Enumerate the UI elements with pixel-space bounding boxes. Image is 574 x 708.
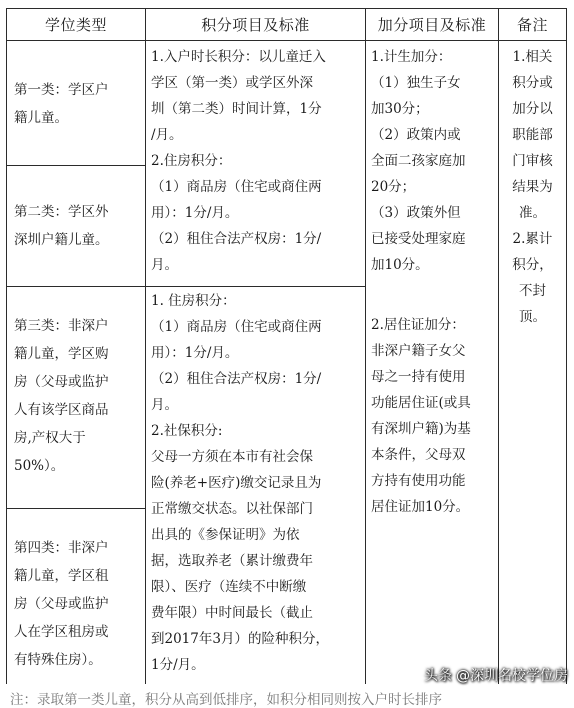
score-line: 父母一方须在本市有社会保 <box>151 449 313 465</box>
note-line: 1.相关 <box>512 49 553 65</box>
category-4-line: 人在学区租房或 <box>14 624 109 640</box>
score-line: 到2017年3月）的险种积分， <box>151 631 329 647</box>
scores-category-3-4-cell <box>151 288 363 678</box>
watermark-brand: 头条 <box>424 668 452 684</box>
header-notes: 备注 <box>516 16 548 34</box>
score-line: （1）商品房（住宅或商住两 <box>151 319 322 335</box>
footer-cutoff-text <box>0 684 574 708</box>
bonus-line: 已接受处理家庭 <box>371 231 466 247</box>
grid-line <box>145 8 146 684</box>
category-1-line: 籍儿童。 <box>14 110 68 126</box>
score-line: 险(养老+医疗)缴交记录且为 <box>151 475 322 491</box>
score-line: 1分/月。 <box>151 657 205 673</box>
bonus-line: 母之一持有使用 <box>371 369 466 385</box>
category-3-line: 人有该学区商品 <box>14 402 109 418</box>
score-line: 用）：1分/月。 <box>151 205 239 221</box>
score-line: 月。 <box>151 257 178 273</box>
note-line: 积分或 <box>512 75 553 91</box>
bonus-line: 有深圳户籍)为基 <box>371 421 471 437</box>
score-line: 费年限）中时间最长（截止 <box>151 605 313 621</box>
bonus-line: 本条件，父母双 <box>371 447 466 463</box>
score-line: 月。 <box>151 397 178 413</box>
category-2-line: 第二类：学区外 <box>14 204 109 220</box>
category-3-line: 房,产权大于 <box>14 430 86 446</box>
category-4-line: 籍儿童，学区租 <box>14 568 109 584</box>
note-line: 门审核 <box>512 153 553 169</box>
bonus-line: 加10分。 <box>371 257 429 273</box>
bonus-line: 功能居住证(或具 <box>371 395 471 411</box>
note-line: 积分， <box>512 257 553 273</box>
category-4-cell <box>14 534 144 674</box>
bonus-items-cell <box>371 44 497 520</box>
watermark-handle: @深圳名校学位房 <box>456 668 568 684</box>
category-4-line: 房（父母或监护 <box>14 596 109 612</box>
bonus-line: 加30分； <box>371 101 429 117</box>
score-line: 限）、医疗（连续不中断缴 <box>151 579 307 595</box>
note-line: 加分以 <box>512 101 553 117</box>
bonus-line: 非深户籍子女父 <box>371 343 466 359</box>
scores-category-1-2-cell <box>151 44 363 278</box>
header-degree-type: 学位类型 <box>44 16 107 34</box>
bonus-spacer <box>371 278 497 312</box>
score-line: 1.入户时长积分：以儿童迁入 <box>151 49 326 65</box>
grid-line <box>6 40 567 41</box>
category-3-cell <box>14 312 144 480</box>
score-line: 1. 住房积分： <box>151 293 236 309</box>
bonus-line: 方持有使用功能 <box>371 473 466 489</box>
note-line: 不封 <box>519 283 546 299</box>
score-line: （2）租住合法产权房：1分/ <box>151 371 322 387</box>
header-score-items: 积分项目及标准 <box>201 16 310 34</box>
bonus-line: （2）政策内或 <box>371 127 461 143</box>
grid-line <box>365 8 366 684</box>
note-line: 职能部 <box>512 127 553 143</box>
header-bonus-items: 加分项目及标准 <box>377 16 487 34</box>
note-line: 2.累计 <box>512 231 553 247</box>
bonus-line: 20分； <box>371 179 416 195</box>
category-2-line: 深圳户籍儿童。 <box>14 232 109 248</box>
category-1-line: 第一类：学区户 <box>14 82 109 98</box>
bonus-line: 居住证加10分。 <box>371 499 470 515</box>
note-line: 顶。 <box>519 309 546 325</box>
grid-line <box>566 8 567 684</box>
score-line: 出具的《参保证明》为依 <box>151 527 300 543</box>
grid-line <box>6 286 365 287</box>
score-line: 用）：1分/月。 <box>151 345 239 361</box>
category-3-line: 第三类：非深户 <box>14 318 109 334</box>
grid-line <box>6 165 145 166</box>
score-line: 2.住房积分： <box>151 153 232 169</box>
category-2-cell <box>14 198 144 254</box>
category-3-line: 房（父母或监护 <box>14 374 109 390</box>
category-3-line: 籍儿童，学区购 <box>14 346 109 362</box>
watermark <box>424 665 568 685</box>
score-line: 据，选取养老（累计缴费年 <box>151 553 313 569</box>
note-line: 结果为 <box>512 179 553 195</box>
grid-line <box>6 508 145 509</box>
footer-note: 注：录取第一类儿童，积分从高到低排序，如积分相同则按入户时长排序 <box>10 692 442 708</box>
category-1-cell <box>14 76 144 132</box>
bonus-line: （3）政策外但 <box>371 205 461 221</box>
score-line: /月。 <box>151 127 183 143</box>
score-line: （2）租住合法产权房：1分/ <box>151 231 322 247</box>
score-line: （1）商品房（住宅或商住两 <box>151 179 322 195</box>
score-line: 圳（第二类）时间计算，1分 <box>151 101 322 117</box>
note-line: 准。 <box>519 205 546 221</box>
bonus-line: 全面二孩家庭加 <box>371 153 466 169</box>
category-4-line: 第四类：非深户 <box>14 540 109 556</box>
category-4-line: 有特殊住房）。 <box>14 652 102 668</box>
category-3-line: 50%）。 <box>14 458 65 474</box>
notes-cell <box>499 44 566 330</box>
grid-line <box>6 8 7 684</box>
bonus-line: 1.计生加分： <box>371 49 452 65</box>
score-line: 2.社保积分: <box>151 423 223 439</box>
score-line: 正常缴交状态。以社保部门 <box>151 501 313 517</box>
score-line: 学区（第一类）或学区外深 <box>151 75 313 91</box>
bonus-line: （1）独生子女 <box>371 75 461 91</box>
bonus-line: 2.居住证加分： <box>371 317 465 333</box>
